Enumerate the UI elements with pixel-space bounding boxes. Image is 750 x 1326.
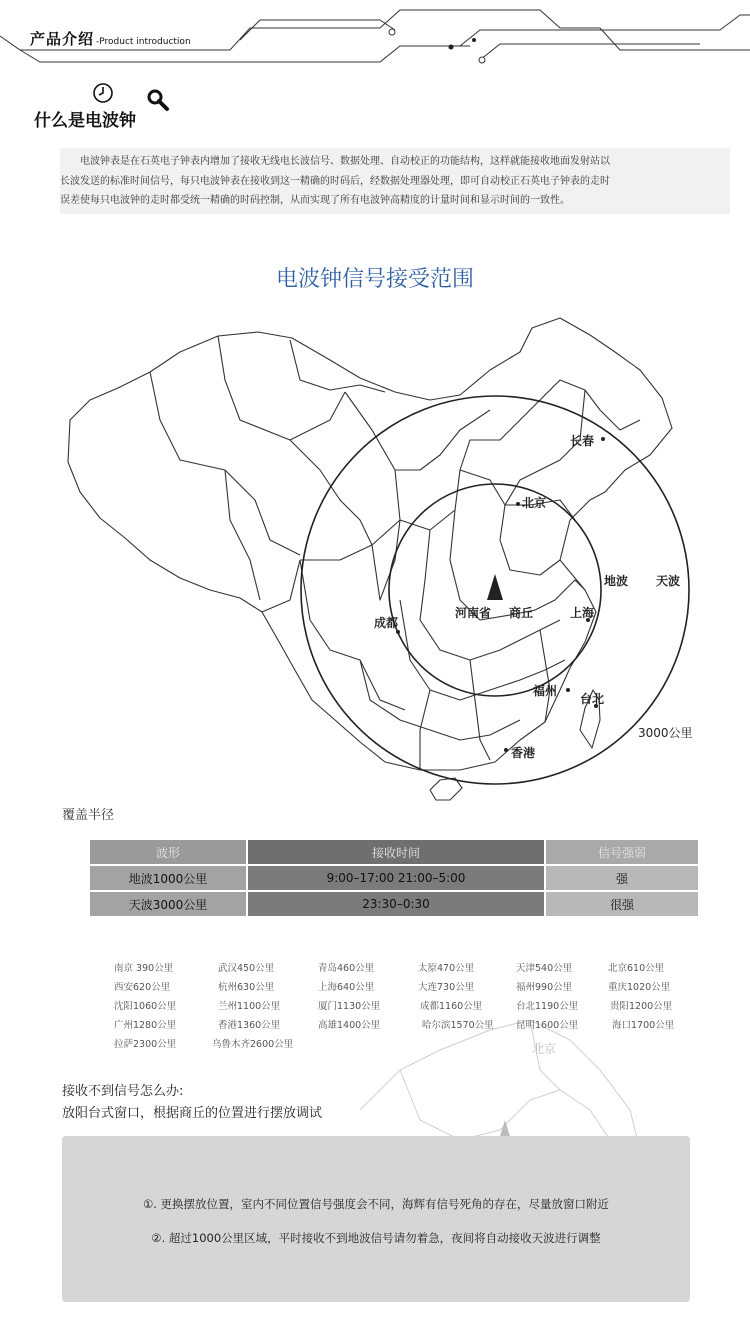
map-label-changchun: 长春 bbox=[570, 434, 595, 448]
city-distance: 武汉450公里 bbox=[218, 963, 275, 974]
city-distance: 高雄1400公里 bbox=[318, 1020, 381, 1031]
city-distance: 大连730公里 bbox=[418, 982, 475, 993]
table-cell: 强 bbox=[546, 866, 698, 890]
city-distance: 沈阳1060公里 bbox=[114, 1001, 177, 1012]
city-distance: 成都1160公里 bbox=[420, 1001, 483, 1012]
table-cell: 地波1000公里 bbox=[90, 866, 246, 890]
table-cell: 天波3000公里 bbox=[90, 892, 246, 916]
map-label-shangqiu: 商丘 bbox=[509, 606, 534, 620]
table-cell: 9:00–17:00 21:00–5:00 bbox=[248, 866, 544, 890]
tip-line: ②. 超过1000公里区域，平时接收不到地波信号请勿着急，夜间将自动接收天波进行调整 bbox=[151, 1231, 601, 1245]
map-label-fuzhou: 福州 bbox=[533, 684, 558, 698]
city-distance: 厦门1130公里 bbox=[318, 1001, 381, 1012]
city-distance: 台北1190公里 bbox=[516, 1001, 579, 1012]
map-label-henan: 河南省 bbox=[455, 606, 492, 620]
city-distance: 广州1280公里 bbox=[114, 1020, 177, 1031]
city-distance: 昆明1600公里 bbox=[516, 1020, 579, 1031]
city-distance: 重庆1020公里 bbox=[608, 982, 671, 993]
intro-line: 误差使每只电波钟的走时都受统一精确的时码控制，从而实现了所有电波钟高精度的计量时间和显示时间的一致性。 bbox=[60, 195, 570, 206]
table-header: 信号强弱 bbox=[546, 840, 698, 864]
coverage-label: 覆盖半径 bbox=[62, 808, 115, 823]
city-distance: 海口1700公里 bbox=[612, 1020, 675, 1031]
map-label-beijing: 北京 bbox=[522, 496, 547, 510]
city-distance: 南京 390公里 bbox=[114, 963, 174, 974]
section-title-en: -Product introduction bbox=[96, 37, 191, 47]
city-distance: 天津540公里 bbox=[516, 963, 573, 974]
table-cell: 很强 bbox=[546, 892, 698, 916]
help-answer: 放阳台式窗口，根据商丘的位置进行摆放调试 bbox=[62, 1106, 323, 1121]
map-label-sky-wave: 天波 bbox=[656, 574, 681, 588]
intro-line: 长波发送的标准时间信号，每只电波钟表在接收到这一精确的时码后，经数据处理器处理，即可自动校正石英电子钟表的走时 bbox=[60, 175, 610, 187]
city-distance: 乌鲁木齐2600公里 bbox=[212, 1039, 294, 1050]
city-distance: 青岛460公里 bbox=[318, 963, 375, 974]
map-title: 电波钟信号接受范围 bbox=[275, 267, 474, 292]
map-label-xianggang: 香港 bbox=[511, 746, 536, 760]
intro-paragraph bbox=[60, 148, 730, 214]
map-label-chengdu: 成都 bbox=[374, 616, 399, 630]
map-label-radius: 3000公里 bbox=[638, 726, 693, 740]
table-row bbox=[90, 892, 698, 916]
city-distance: 北京610公里 bbox=[608, 963, 665, 974]
table-header: 波形 bbox=[90, 840, 246, 864]
section-title-cn: 产品介绍 bbox=[30, 30, 95, 48]
table-row bbox=[90, 866, 698, 890]
city-distance: 太原470公里 bbox=[418, 963, 475, 974]
map-label-ground-wave: 地波 bbox=[604, 574, 629, 588]
table-header-row bbox=[90, 840, 698, 864]
city-distance: 香港1360公里 bbox=[218, 1020, 281, 1031]
search-icon bbox=[146, 88, 170, 112]
clock-icon bbox=[92, 82, 114, 104]
watermark-label-beijing: 北京 bbox=[532, 1042, 557, 1056]
tips-box bbox=[62, 1136, 690, 1302]
city-distance: 兰州1100公里 bbox=[218, 1001, 281, 1012]
intro-line: 电波钟表是在石英电子钟表内增加了接收无线电长波信号、数据处理、自动校正的功能结构，这样就能接收地面发射站以 bbox=[80, 156, 610, 167]
map-label-taibei: 台北 bbox=[580, 692, 605, 706]
city-distance: 拉萨2300公里 bbox=[114, 1039, 177, 1050]
help-question: 接收不到信号怎么办: bbox=[62, 1084, 184, 1099]
city-distance: 上海640公里 bbox=[318, 982, 375, 993]
city-distance: 杭州630公里 bbox=[218, 982, 275, 993]
city-distance: 福州990公里 bbox=[516, 982, 573, 993]
table-header: 接收时间 bbox=[248, 840, 544, 864]
city-distance: 哈尔滨1570公里 bbox=[422, 1020, 494, 1031]
station-marker bbox=[487, 574, 503, 600]
section-title bbox=[30, 28, 191, 49]
signal-table bbox=[88, 838, 700, 918]
what-title: 什么是电波钟 bbox=[34, 111, 136, 131]
table-cell: 23:30–0:30 bbox=[248, 892, 544, 916]
city-distance: 贵阳1200公里 bbox=[610, 1001, 673, 1012]
map-label-shanghai: 上海 bbox=[570, 606, 595, 620]
city-distance: 西安620公里 bbox=[114, 982, 171, 993]
tip-line: ①. 更换摆放位置，室内不同位置信号强度会不同，海辉有信号死角的存在，尽量放窗口附近 bbox=[142, 1197, 610, 1211]
